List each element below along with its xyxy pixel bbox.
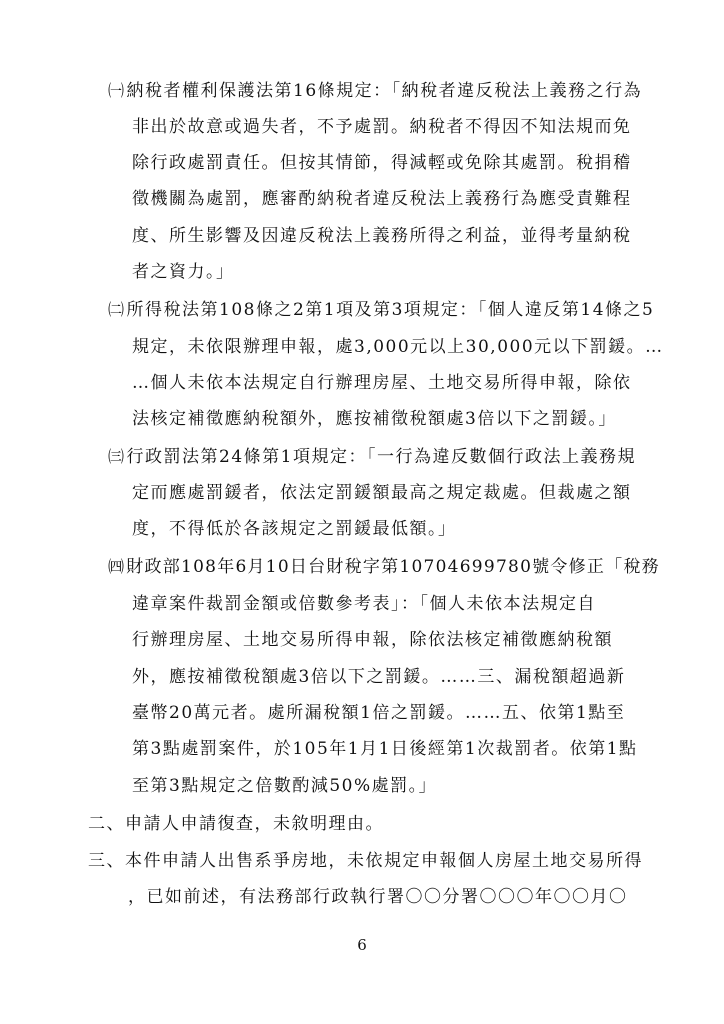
- section-1-line-2: 非出於故意或過失者，不予處罰。納稅者不得因不知法規而免: [132, 117, 632, 137]
- section-4-line-2: 違章案件裁罰金額或倍數參考表」：「個人未依本法規定自: [132, 594, 596, 614]
- section-4-line-3: 行辦理房屋、土地交易所得申報，除依法核定補徵應納稅額: [132, 630, 613, 650]
- section-1-text-1: 納稅者權利保護法第16條規定：「納稅者違反稅法上義務之行為: [126, 81, 643, 101]
- section-2-line-4: 法核定補徵應納稅額外，應按補徵稅額處3倍以下之罰鍰。」: [132, 409, 617, 429]
- section-4-text-1: 財政部108年6月10日台財稅字第10704699780號令修正「稅務: [126, 557, 660, 577]
- section-2-number: ㈡: [108, 300, 126, 319]
- section-4-line-1: [108, 556, 660, 578]
- page-number: 6: [357, 936, 367, 954]
- section-3-line-3: 度，不得低於各該規定之罰鍰最低額。」: [132, 519, 457, 539]
- section-2-text-1: 所得稅法第108條之2第1項及第3項規定：「個人違反第14條之5: [126, 300, 655, 320]
- section-4-line-5: 臺幣20萬元者。處所漏稅額1倍之罰鍰。……五、依第1點至: [132, 703, 626, 723]
- section-2-line-3: …個人未依本法規定自行辦理房屋、土地交易所得申報，除依: [132, 373, 632, 393]
- section-3-line-1: [108, 446, 636, 468]
- item-3-line-1: 三、本件申請人出售系爭房地，未依規定申報個人房屋土地交易所得: [88, 851, 643, 871]
- section-2-line-2: 規定，未依限辦理申報，處3,000元以上30,000元以下罰鍰。…: [132, 337, 664, 357]
- item-2-line-1: 二、申請人申請復查，未敘明理由。: [88, 814, 384, 834]
- section-1-line-6: 者之資力。」: [132, 262, 235, 282]
- section-1-line-5: 度、所生影響及因違反稅法上義務所得之利益，並得考量納稅: [132, 226, 632, 246]
- section-4-line-4: 外，應按補徵稅額處3倍以下之罰鍰。……三、漏稅額超過新: [132, 667, 626, 687]
- section-1-number: ㈠: [108, 81, 126, 100]
- section-3-line-2: 定而應處罰鍰者，依法定罰鍰額最高之規定裁處。但裁處之額: [132, 483, 632, 503]
- item-3-line-2: ，已如前述，有法務部行政執行署〇〇分署〇〇〇年〇〇月〇: [128, 887, 628, 907]
- section-4-line-7: 至第3點規定之倍數酌減50%處罰。」: [132, 776, 438, 796]
- section-1-line-1: [108, 80, 642, 102]
- section-2-line-1: [108, 299, 654, 321]
- section-1-line-3: 除行政處罰責任。但按其情節，得減輕或免除其處罰。稅捐稽: [132, 153, 632, 173]
- section-1-line-4: 徵機關為處罰，應審酌納稅者違反稅法上義務行為應受責難程: [132, 189, 632, 209]
- section-4-line-6: 第3點處罰案件，於105年1月1日後經第1次裁罰者。依第1點: [132, 739, 638, 759]
- section-3-text-1: 行政罰法第24條第1項規定：「一行為違反數個行政法上義務規: [126, 447, 636, 467]
- section-3-number: ㈢: [108, 447, 126, 466]
- section-4-number: ㈣: [108, 557, 126, 576]
